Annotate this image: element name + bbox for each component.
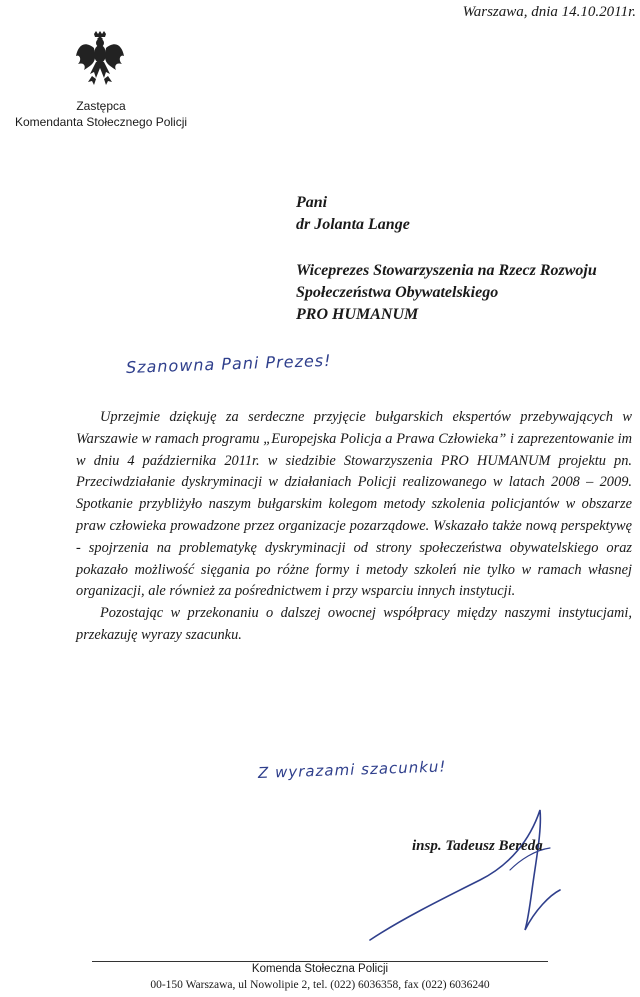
- polish-eagle-emblem-icon: [74, 30, 126, 90]
- letter-body: [76, 407, 632, 647]
- recipient-line: Pani: [296, 194, 328, 211]
- recipient-block: [296, 192, 410, 236]
- place-date: Warszawa, dnia 14.10.2011r.: [462, 4, 636, 20]
- body-paragraph: Uprzejmie dziękuję za serdeczne przyjęcie bułgarskich ekspertów przebywających w Warszawie w ramach programu „Europejska Policja a Prawa Człowieka” i zaprezentowanie im w dniu 4 października 2011r. w siedzibie Stowarzyszenia PRO HUMANUM projektu pn. Przeciwdziałanie dyskryminacji w działaniach Policji realizowanego w latach 2008 – 2009. Spotkanie przybliżyło naszym bułgarskim kolegom metody szkolenia policjantów w obszarze praw człowieka prowadzone przez organizacje pozarządowe. Wskazało także nową perspektywę - spojrzenia na problematykę dyskryminacji od strony społeczeństwa obywatelskiego oraz pokazało możliwość sięgania po różne formy i metody szkoleń nie tylko w ramach własnej organizacji, ale również za pośrednictwem i przy wsparciu innych instytucji.: [76, 409, 632, 600]
- handwritten-salutation: Szanowna Pani Prezes!: [125, 350, 332, 377]
- organization-line: Wiceprezes Stowarzyszenia na Rzecz Rozwoju: [296, 262, 597, 279]
- footer-address: 00-150 Warszawa, ul Nowolipie 2, tel. (022) 6036358, fax (022) 6036240: [150, 979, 490, 991]
- footer-divider: [92, 961, 548, 962]
- issuer-line: Zastępca: [76, 99, 126, 113]
- issuer-block: [0, 98, 202, 130]
- footer-institution: Komenda Stołeczna Policji: [251, 963, 389, 975]
- signer-name: insp. Tadeusz Bereda: [412, 838, 543, 854]
- recipient-line: dr Jolanta Lange: [296, 216, 410, 233]
- handwritten-signature-icon: [360, 800, 600, 950]
- handwritten-closing: Z wyrazami szacunku!: [257, 757, 447, 782]
- organization-line: PRO HUMANUM: [296, 306, 419, 323]
- recipient-organization: [296, 260, 636, 326]
- organization-line: Społeczeństwa Obywatelskiego: [296, 284, 499, 301]
- body-paragraph: Pozostając w przekonaniu o dalszej owocnej współpracy między naszymi instytucjami, przekazuję wyrazy szacunku.: [76, 605, 632, 643]
- issuer-line: Komendanta Stołecznego Policji: [14, 115, 188, 129]
